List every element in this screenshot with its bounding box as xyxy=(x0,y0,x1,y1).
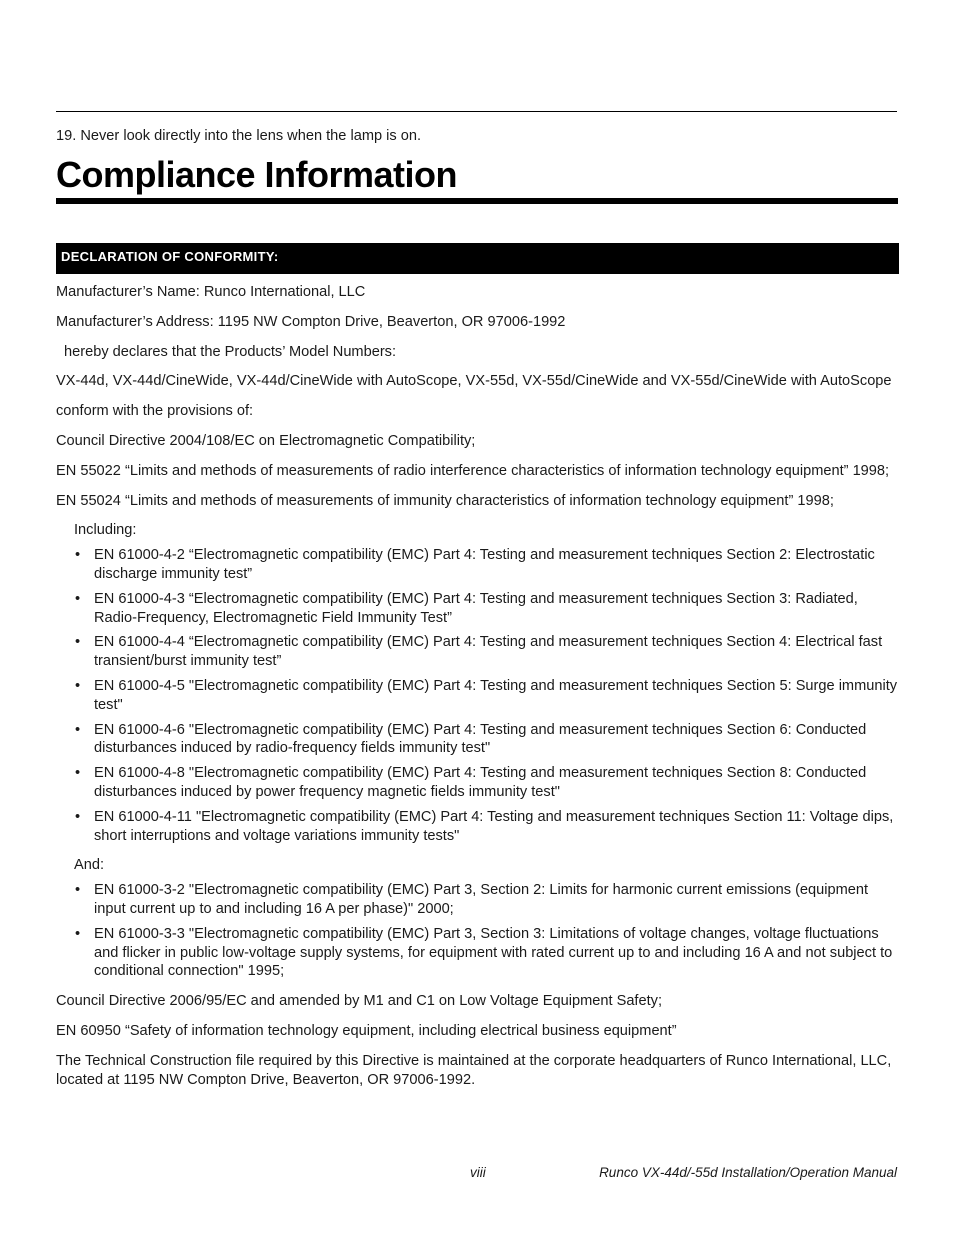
list-item: • EN 61000-4-8 "Electromagnetic compatibility (EMC) Part 4: Testing and measurement techniques Section 8: Conducted disturbances induced by power frequency magnetic fields immunity test" xyxy=(94,764,898,802)
declares-statement: hereby declares that the Products’ Model Numbers: xyxy=(64,343,397,360)
top-rule xyxy=(56,111,897,112)
standard-en55024: EN 55024 “Limits and methods of measurements of immunity characteristics of information technology equipment” 1998; xyxy=(56,492,834,509)
safety-note-19: 19. Never look directly into the lens when the lamp is on. xyxy=(56,128,422,144)
declaration-content xyxy=(56,283,898,1100)
page-number: viii xyxy=(470,1165,486,1180)
title-rule xyxy=(56,198,898,204)
section-heading: DECLARATION OF CONFORMITY: xyxy=(56,243,899,274)
list-item: • EN 61000-4-2 “Electromagnetic compatibility (EMC) Part 4: Testing and measurement techniques Section 2: Electrostatic discharge immunity test” xyxy=(94,546,898,584)
including-label: Including: xyxy=(74,522,137,539)
manual-title: Runco VX-44d/-55d Installation/Operation Manual xyxy=(599,1165,897,1180)
model-numbers: VX-44d, VX-44d/CineWide, VX-44d/CineWide with AutoScope, VX-55d, VX-55d/CineWide and VX-55d/CineWide with AutoScope xyxy=(56,373,892,390)
low-voltage-directive: Council Directive 2006/95/EC and amended by M1 and C1 on Low Voltage Equipment Safety; xyxy=(56,993,663,1010)
emc-directive: Council Directive 2004/108/EC on Electromagnetic Compatibility; xyxy=(56,432,476,449)
list-item: • EN 61000-4-6 "Electromagnetic compatibility (EMC) Part 4: Testing and measurement techniques Section 6: Conducted disturbances induced by radio-frequency fields immunity test" xyxy=(94,721,898,759)
including-list xyxy=(56,546,898,845)
list-item: • EN 61000-3-3 "Electromagnetic compatibility (EMC) Part 3, Section 3: Limitations of voltage changes, voltage fluctuations and flicker in public low-voltage supply systems, for equipment with rated current up to and including 16 A and not subject to conditional connection" 1995; xyxy=(94,925,898,981)
technical-file-statement: The Technical Construction file required by this Directive is maintained at the corporate headquarters of Runco International, LLC, located at 1195 NW Compton Drive, Beaverton, OR 97006-1992. xyxy=(56,1052,892,1088)
standard-en60950: EN 60950 “Safety of information technology equipment, including electrical business equipment” xyxy=(56,1022,677,1039)
conform-statement: conform with the provisions of: xyxy=(56,403,254,420)
list-item: • EN 61000-4-5 "Electromagnetic compatibility (EMC) Part 4: Testing and measurement techniques Section 5: Surge immunity test" xyxy=(94,677,898,715)
and-list xyxy=(56,881,898,981)
list-item: • EN 61000-4-4 “Electromagnetic compatibility (EMC) Part 4: Testing and measurement techniques Section 4: Electrical fast transient/burst immunity test” xyxy=(94,633,898,671)
page-title: Compliance Information xyxy=(56,154,458,195)
manufacturer-address: Manufacturer’s Address: 1195 NW Compton Drive, Beaverton, OR 97006-1992 xyxy=(56,313,566,330)
list-item: • EN 61000-4-11 "Electromagnetic compatibility (EMC) Part 4: Testing and measurement techniques Section 11: Voltage dips, short interruptions and voltage variations immunity tests" xyxy=(94,808,898,846)
list-item: • EN 61000-4-3 “Electromagnetic compatibility (EMC) Part 4: Testing and measurement techniques Section 3: Radiated, Radio-Frequency, Electromagnetic Field Immunity Test” xyxy=(94,590,898,628)
and-label: And: xyxy=(74,857,105,874)
list-item: • EN 61000-3-2 "Electromagnetic compatibility (EMC) Part 3, Section 2: Limits for harmonic current emissions (equipment input current up to and including 16 A per phase)" 2000; xyxy=(94,881,898,919)
standard-en55022: EN 55022 “Limits and methods of measurements of radio interference characteristics of information technology equipment” 1998; xyxy=(56,462,890,479)
manufacturer-name: Manufacturer’s Name: Runco International, LLC xyxy=(56,284,366,300)
